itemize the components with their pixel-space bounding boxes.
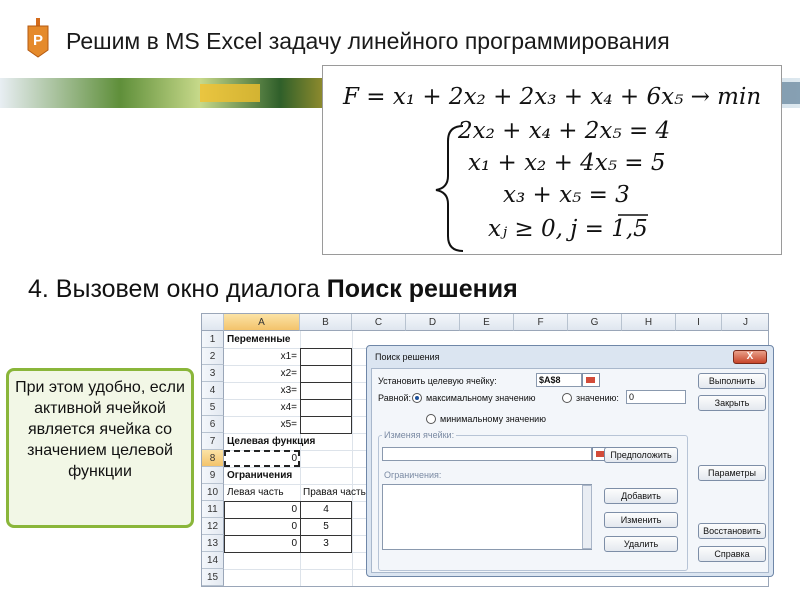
constraint-2: x₁ + x₂ + 4x₅ = 5 (468, 150, 666, 176)
close-button[interactable]: X (733, 350, 767, 364)
cell-a12[interactable]: 0 (291, 521, 297, 532)
column-header[interactable]: B (300, 314, 352, 331)
column-header[interactable]: G (568, 314, 622, 331)
step-heading-text: 4. Вызовем окно диалога (28, 275, 327, 303)
cell-a8[interactable]: 0 (291, 453, 297, 464)
cell-x5-label[interactable]: x5= (280, 419, 297, 430)
column-header[interactable]: J (722, 314, 769, 331)
cell-b13[interactable]: 3 (323, 538, 329, 549)
close-dialog-button[interactable]: Закрыть (698, 395, 766, 411)
cell-a1[interactable]: Переменные (227, 334, 291, 345)
value-radio-label[interactable]: значению: (576, 393, 619, 403)
target-cell-label: Установить целевую ячейку: (378, 376, 497, 386)
cell-b10[interactable]: Правая часть (303, 487, 366, 498)
row-header[interactable]: 5 (202, 399, 224, 416)
svg-text:P: P (32, 32, 44, 49)
hint-callout: При этом удобно, если активной ячейкой является ячейка со значением целевой функции (6, 368, 194, 528)
max-radio[interactable] (412, 393, 422, 403)
solver-dialog (366, 345, 774, 577)
cell-x1-label[interactable]: x1= (280, 351, 297, 362)
constraints-scrollbar[interactable] (582, 485, 592, 549)
options-button[interactable]: Параметры (698, 465, 766, 481)
changing-cells-label: Изменяя ячейки: (384, 430, 455, 440)
formula-box (322, 65, 782, 255)
row-header[interactable]: 11 (202, 501, 224, 518)
dialog-title: Поиск решения (375, 352, 440, 362)
select-all-corner[interactable] (202, 314, 224, 331)
row-header[interactable]: 4 (202, 382, 224, 399)
row-header[interactable]: 8 (202, 450, 224, 467)
row-header[interactable]: 15 (202, 569, 224, 586)
variable-cells-box[interactable] (300, 348, 352, 434)
row-header[interactable]: 6 (202, 416, 224, 433)
row-header[interactable]: 7 (202, 433, 224, 450)
column-header[interactable]: F (514, 314, 568, 331)
row-header[interactable]: 10 (202, 484, 224, 501)
change-button[interactable]: Изменить (604, 512, 678, 528)
column-header[interactable]: E (460, 314, 514, 331)
constraint-3: x₃ + x₅ = 3 (503, 182, 630, 208)
row-header[interactable]: 12 (202, 518, 224, 535)
cell-x2-label[interactable]: x2= (280, 368, 297, 379)
column-header[interactable]: D (406, 314, 460, 331)
value-radio[interactable] (562, 393, 572, 403)
guess-button[interactable]: Предположить (604, 447, 678, 463)
constraint-1: 2x₂ + x₄ + 2x₅ = 4 (458, 118, 671, 144)
cell-a10[interactable]: Левая часть (227, 487, 284, 498)
cell-b12[interactable]: 5 (323, 521, 329, 532)
constraints-list[interactable] (382, 484, 592, 550)
max-radio-label[interactable]: максимальному значению (426, 393, 536, 403)
objective-formula: F = x₁ + 2x₂ + 2x₃ + x₄ + 6x₅ → min (343, 84, 762, 110)
row-header[interactable]: 3 (202, 365, 224, 382)
value-input[interactable]: 0 (626, 390, 686, 404)
target-cell-input[interactable]: $A$8 (536, 373, 582, 387)
min-radio-label[interactable]: минимальному значению (440, 414, 546, 424)
constraints-label: Ограничения: (384, 470, 442, 480)
add-button[interactable]: Добавить (604, 488, 678, 504)
equal-to-label: Равной: (378, 393, 411, 403)
delete-button[interactable]: Удалить (604, 536, 678, 552)
cell-b11[interactable]: 4 (323, 504, 329, 515)
cell-x3-label[interactable]: x3= (280, 385, 297, 396)
cell-a11[interactable]: 0 (291, 504, 297, 515)
cell-a9[interactable]: Ограничения (227, 470, 293, 481)
column-header[interactable]: C (352, 314, 406, 331)
collapse-dialog-icon[interactable] (582, 373, 600, 387)
row-header[interactable]: 9 (202, 467, 224, 484)
row-header[interactable]: 1 (202, 331, 224, 348)
logo-icon (27, 18, 49, 58)
changing-cells-input[interactable] (382, 447, 592, 461)
step-heading (28, 275, 518, 304)
page-title: Решим в MS Excel задачу линейного программирования (66, 28, 670, 54)
nonnegativity-condition: xⱼ ≥ 0, j = 1,5 (488, 216, 648, 242)
row-header[interactable]: 14 (202, 552, 224, 569)
column-header[interactable]: I (676, 314, 722, 331)
help-button[interactable]: Справка (698, 546, 766, 562)
reset-all-button[interactable]: Восстановить (698, 523, 766, 539)
cell-a7[interactable]: Целевая функция (227, 436, 316, 447)
row-header[interactable]: 13 (202, 535, 224, 552)
row-header[interactable]: 2 (202, 348, 224, 365)
solve-button[interactable]: Выполнить (698, 373, 766, 389)
column-header[interactable]: H (622, 314, 676, 331)
column-header[interactable]: A (224, 314, 300, 331)
cell-x4-label[interactable]: x4= (280, 402, 297, 413)
cell-a13[interactable]: 0 (291, 538, 297, 549)
min-radio[interactable] (426, 414, 436, 424)
dialog-body (371, 368, 769, 573)
step-heading-bold: Поиск решения (326, 275, 518, 303)
